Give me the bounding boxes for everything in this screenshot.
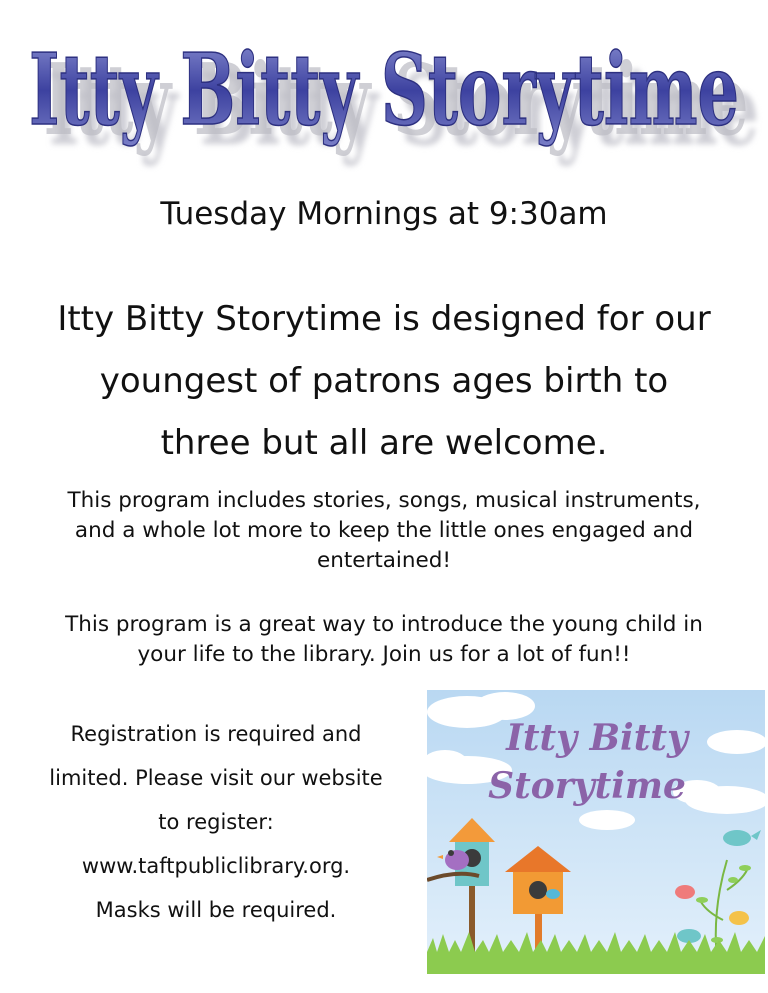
artwork-illustration: [427, 690, 765, 974]
program-description: [14, 486, 754, 576]
lead-line: Itty Bitty Storytime is designed for our: [57, 299, 711, 339]
artwork-title-line-2: Storytime: [488, 765, 686, 807]
paragraph-line: This program is a great way to introduce the young child in: [65, 612, 703, 637]
program-invitation: [14, 610, 754, 670]
registration-info: [10, 712, 422, 932]
title-graphic: [0, 14, 768, 184]
artwork-title-line-1: Itty Bitty: [506, 717, 688, 759]
page-title: [0, 14, 768, 184]
title-shadow: Itty Bitty Storytime: [49, 53, 759, 168]
registration-line: limited. Please visit our website: [49, 766, 383, 790]
schedule-text: Tuesday Mornings at 9:30am: [160, 196, 608, 232]
storytime-artwork: [427, 690, 765, 974]
title-text: Itty Bitty Storytime: [29, 33, 739, 148]
paragraph-line: your life to the library. Join us for a lot of fun!!: [137, 642, 631, 667]
lead-paragraph: [14, 288, 754, 474]
registration-line: Masks will be required.: [95, 898, 337, 922]
title-shadow-2: Itty Bitty Storytime: [43, 43, 749, 158]
paragraph-line: This program includes stories, songs, musical instruments,: [67, 488, 701, 513]
lead-line: three but all are welcome.: [160, 423, 608, 463]
website-link[interactable]: www.taftpubliclibrary.org.: [81, 854, 351, 878]
paragraph-line: entertained!: [316, 548, 452, 573]
bird-icon: [675, 885, 695, 899]
bird-icon: [729, 911, 749, 925]
registration-line: to register:: [158, 810, 274, 834]
registration-line: Registration is required and: [70, 722, 362, 746]
lead-line: youngest of patrons ages birth to: [99, 361, 669, 401]
paragraph-line: and a whole lot more to keep the little ones engaged and: [74, 518, 694, 543]
